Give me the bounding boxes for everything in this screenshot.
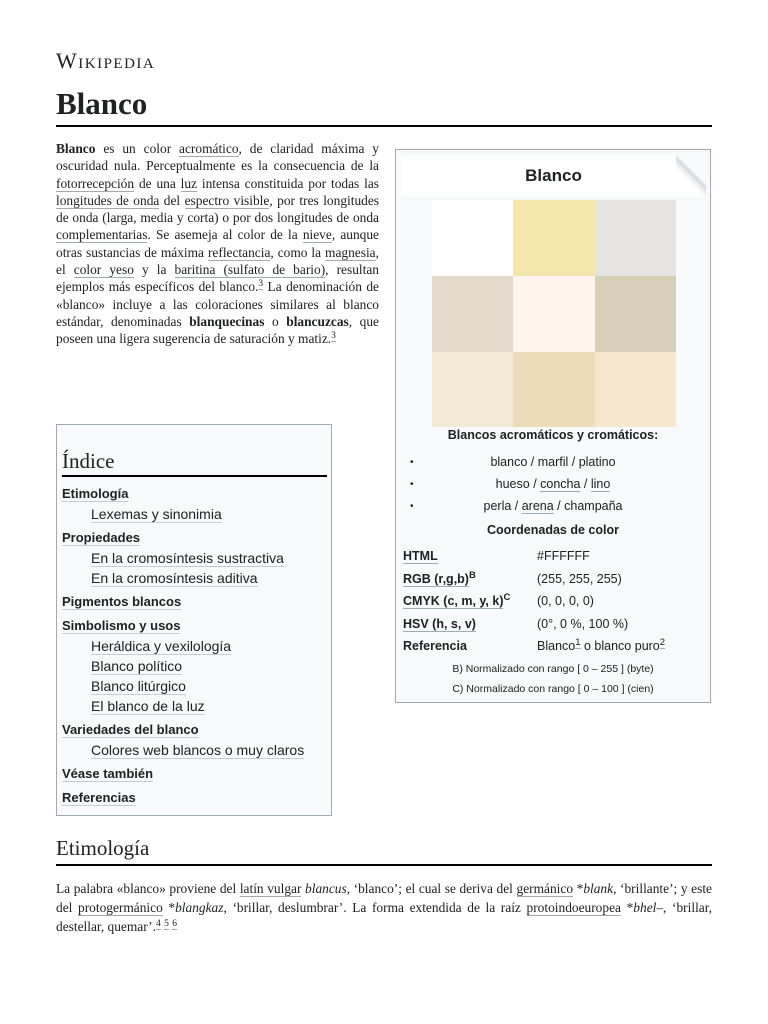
toc-item-lexemas[interactable]: Lexemas y sinonimia xyxy=(91,506,222,522)
swatch-champana xyxy=(595,352,676,427)
link-hsv[interactable]: HSV (h, s, v) xyxy=(403,616,476,631)
row-cmyk xyxy=(403,590,708,613)
legend-item: perla xyxy=(483,499,512,513)
swatch-hueso xyxy=(432,276,513,352)
ref-3[interactable]: 3 xyxy=(258,278,264,289)
swatch-caption: Blancos acromáticos y cromáticos: xyxy=(447,428,659,442)
note-b: B) Normalizado con rango [ 0 – 255 ] (byte) xyxy=(452,663,654,675)
separator: / xyxy=(580,477,591,491)
row-rgb xyxy=(403,568,708,591)
infobox xyxy=(395,149,711,703)
legend-item: platino xyxy=(578,455,616,469)
toc-item-vease[interactable]: Véase también xyxy=(62,766,154,781)
link-protogermanico[interactable]: protogermánico xyxy=(78,900,163,915)
bold-term: Blanco xyxy=(56,141,96,156)
link-arena[interactable]: arena xyxy=(521,499,554,513)
link-baritina[interactable]: baritina (sulfato de bario) xyxy=(174,262,326,278)
legend-row xyxy=(396,473,710,495)
text: intensa constituida por todas las xyxy=(197,175,379,191)
link-lino[interactable]: lino xyxy=(590,477,611,491)
ref-1[interactable]: 1 xyxy=(575,637,581,649)
toc-item-aditiva[interactable]: En la cromosíntesis aditiva xyxy=(91,570,258,586)
separator: / xyxy=(527,455,538,469)
text: , resultan ejemplos más específicos del blanco. xyxy=(56,262,379,295)
text: o xyxy=(264,313,287,329)
legend-item: champaña xyxy=(564,499,623,513)
text: , como la xyxy=(270,244,326,260)
separator: / xyxy=(553,499,565,513)
text: , de claridad máxima y oscuridad nula. Perceptualmente es la consecuencia de la xyxy=(56,141,380,174)
table-of-contents xyxy=(56,424,332,816)
toc-item-politico[interactable]: Blanco político xyxy=(91,658,183,674)
text: * xyxy=(620,900,634,915)
italic-term: blangkaz xyxy=(175,900,224,915)
page-title: Blanco xyxy=(56,86,148,121)
separator: / xyxy=(511,499,522,513)
italic-term: bhel– xyxy=(633,900,664,915)
link-protoindoeuropea[interactable]: protoindoeuropea xyxy=(526,900,621,915)
text: . Se asemeja al color de la xyxy=(147,227,303,243)
bold-blanquecinas: blanquecinas xyxy=(189,313,265,329)
toc-item-etimologia[interactable]: Etimología xyxy=(62,486,129,501)
ref-3[interactable]: 3 xyxy=(331,330,336,341)
link-latin-vulgar[interactable]: latín vulgar xyxy=(239,881,302,896)
text: de una xyxy=(134,175,181,191)
toc-item-propiedades[interactable]: Propiedades xyxy=(62,530,141,545)
legend-item: hueso xyxy=(495,477,530,491)
link-cmyk[interactable]: CMYK (c, m, y, k) xyxy=(403,594,504,609)
toc-item-variedades[interactable]: Variedades del blanco xyxy=(62,722,199,737)
value-cmyk: (0, 0, 0, 0) xyxy=(537,594,594,609)
toc-item-pigmentos[interactable]: Pigmentos blancos xyxy=(62,594,182,609)
link-rgb[interactable]: RGB (r,g,b) xyxy=(403,571,469,586)
page-curl-icon xyxy=(676,155,706,197)
link-espectro-visible[interactable]: espectro visible xyxy=(184,192,270,208)
text: , aunque otras sustancias de máxima xyxy=(56,227,379,260)
toc-item-luz[interactable]: El blanco de la luz xyxy=(91,698,205,714)
toc-item-heraldica[interactable]: Heráldica y vexilología xyxy=(91,638,232,654)
legend-item: marfil xyxy=(537,455,569,469)
text: , el xyxy=(56,244,379,278)
legend-row xyxy=(396,495,710,517)
link-longitudes-de-onda[interactable]: longitudes de onda xyxy=(56,192,160,208)
note-marker-c: C xyxy=(503,592,511,604)
label-referencia: Referencia xyxy=(403,639,467,654)
row-referencia xyxy=(403,635,708,658)
text: * xyxy=(162,900,176,915)
link-html[interactable]: HTML xyxy=(403,549,438,564)
text: , por tres longitudes de onda (larga, media y corta) o por dos longitudes de onda xyxy=(56,192,380,226)
ref-4[interactable]: 4 xyxy=(155,918,161,929)
swatch-legend xyxy=(396,451,710,517)
toc-item-colores-web[interactable]: Colores web blancos o muy claros xyxy=(91,742,305,758)
text: , ‘brillante’; y este del xyxy=(56,881,712,915)
link-reflectancia[interactable]: reflectancia xyxy=(207,244,271,260)
link-complementarias[interactable]: complementarias xyxy=(56,227,148,243)
section-divider xyxy=(56,864,712,866)
note-marker-b: B xyxy=(468,569,476,581)
ref-6[interactable]: 6 xyxy=(172,918,177,929)
etimologia-paragraph xyxy=(56,879,712,936)
bold-blancuzcas: blancuzcas xyxy=(286,313,349,329)
text: La denominación de «blanco» incluye a las coloraciones similares al blanco estándar, denominadas xyxy=(56,279,379,329)
separator: / xyxy=(529,477,541,491)
link-luz[interactable]: luz xyxy=(180,175,197,191)
text: del xyxy=(159,192,185,208)
color-coordinates-title: Coordenadas de color xyxy=(487,523,619,537)
infobox-title-text: Blanco xyxy=(525,166,582,185)
text: , que poseen una ligera sugerencia de saturación y matiz. xyxy=(56,313,380,347)
row-hsv xyxy=(403,613,708,636)
value-html: #FFFFFF xyxy=(537,549,590,564)
link-germanico[interactable]: germánico xyxy=(516,881,574,896)
toc-item-simbolismo[interactable]: Simbolismo y usos xyxy=(62,618,181,633)
text: es un color xyxy=(95,141,180,156)
text: La palabra «blanco» proviene del xyxy=(56,881,240,896)
row-html xyxy=(403,545,708,568)
color-coordinates-table xyxy=(403,545,708,658)
link-color-yeso[interactable]: color yeso xyxy=(73,262,134,278)
swatch-platino xyxy=(595,200,676,276)
italic-term: blank xyxy=(583,881,614,896)
swatch-lino xyxy=(595,276,676,352)
link-fotorrecepcion[interactable]: fotorrecepción xyxy=(56,175,135,191)
text: * xyxy=(573,881,584,896)
intro-paragraph xyxy=(56,140,379,348)
text: , ‘brillar, destellar, quemar’. xyxy=(56,900,713,934)
link-concha[interactable]: concha xyxy=(540,477,581,491)
swatch-perla xyxy=(432,352,513,427)
link-acromatico[interactable]: acromático xyxy=(179,141,239,156)
infobox-title xyxy=(401,155,706,197)
toc-item-sustractiva[interactable]: En la cromosíntesis sustractiva xyxy=(91,550,284,566)
infobox-notes xyxy=(396,659,710,699)
italic-term: blancus xyxy=(305,881,347,896)
swatch-concha xyxy=(513,276,595,352)
ref-2[interactable]: 2 xyxy=(659,637,666,649)
legend-item: blanco xyxy=(490,455,528,469)
color-swatch-grid xyxy=(432,200,676,427)
ref-5[interactable]: 5 xyxy=(164,918,169,929)
text: , ‘blanco’; el cual se deriva del xyxy=(346,881,517,896)
text: Blanco xyxy=(537,639,576,654)
separator: / xyxy=(568,455,579,469)
link-magnesia[interactable]: magnesia xyxy=(325,244,376,260)
toc-item-referencias[interactable]: Referencias xyxy=(62,790,136,805)
value-hsv: (0°, 0 %, 100 %) xyxy=(537,616,629,631)
swatch-arena xyxy=(513,352,595,427)
legend-row xyxy=(396,451,710,473)
link-nieve[interactable]: nieve xyxy=(302,227,332,243)
toc-list xyxy=(62,484,327,808)
text: o blanco puro xyxy=(580,639,660,654)
note-c: C) Normalizado con rango [ 0 – 100 ] (cien) xyxy=(452,683,654,695)
title-divider xyxy=(56,125,712,127)
wikipedia-wordmark[interactable]: Wikipedia xyxy=(56,48,156,73)
toc-item-liturgico[interactable]: Blanco litúrgico xyxy=(91,678,186,694)
text: y la xyxy=(133,262,175,278)
value-rgb: (255, 255, 255) xyxy=(537,571,622,586)
value-referencia xyxy=(537,639,708,653)
section-title-etimologia: Etimología xyxy=(56,836,150,860)
toc-title: Índice xyxy=(62,449,327,477)
swatch-marfil xyxy=(513,200,595,276)
text: , ‘brillar, deslumbrar’. La forma extendida de la raíz xyxy=(223,900,527,915)
swatch-blanco xyxy=(432,200,513,276)
